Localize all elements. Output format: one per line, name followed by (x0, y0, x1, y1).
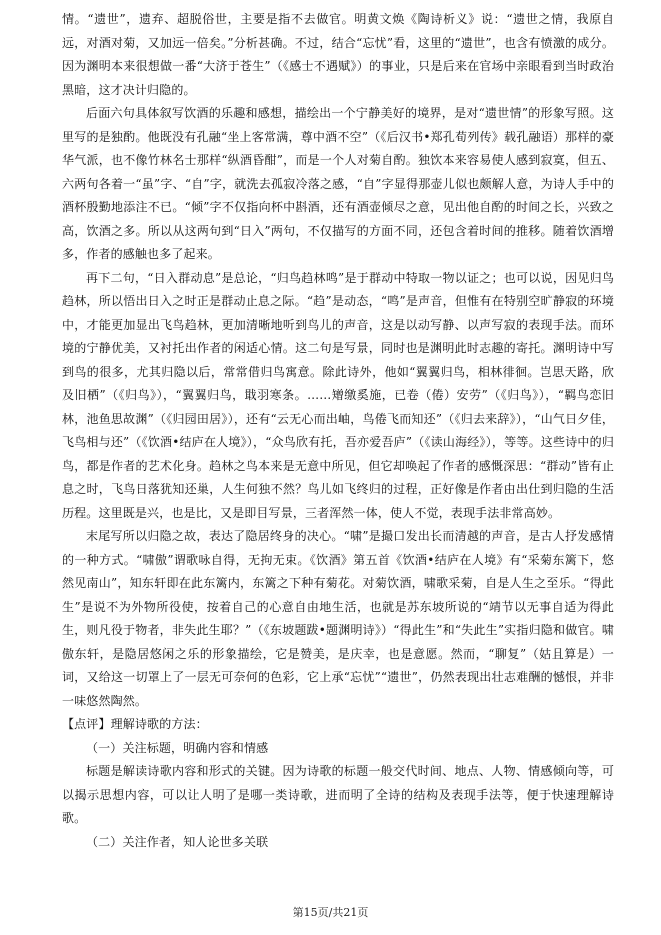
method-heading-1: （一）关注标题，明确内容和情感 (86, 740, 269, 755)
paragraph-1: 情。“遗世”，遗弃、超脱俗世，主要是指不去做官。明黄文焕《陶诗析义》说：“遗世之情，我原自远，对酒对菊，又加远一倍矣。”分析甚确。不过，结合“忘忧”看，这里的“遗世”，也含有愤激的成分。因为渊明本来很想做一番“大济于苍生”（《感士不遇赋》）的事业，只是后来在官场中亲眼看到当时政治黑暗，这才决计归隐的。 (62, 12, 614, 97)
paragraph-4: 末尾写所以归隐之故，表达了隐居终身的决心。“啸”是撮口发出长而清越的声音，是古人抒发感情的一种方式。“啸傲”谓歌咏自得，无拘无束。《饮酒》第五首《饮酒•结庐在人境》有“采菊东篱下，悠然见南山”，知东轩即在此东篱内，东篱之下种有菊花。对菊饮酒，啸歌采菊，自是人生之至乐。“得此生”是说不为外物所役使，按着自己的心意自由地生活，也就是苏东坡所说的“靖节以无事自适为得此生，则凡役于物者，非失此生耶？”（《东坡题跋•题渊明诗》）“得此生”和“失此生”实指归隐和做官。啸傲东轩，是隐居悠闲之乐的形象描绘，它是赞美，是庆幸，也是意愿。然而，“聊复”（姑且算是）一词，又给这一切罩上了一层无可奈何的色彩，它上承“忘忧”“遗世”，仍然表现出壮志难酬的憾恨，并非一味悠然陶然。 (62, 529, 614, 708)
page-number: 第15页/共21页 (292, 906, 369, 919)
document-body (62, 8, 614, 854)
method-paragraph-1: 标题是解读诗歌内容和形式的关键。因为诗歌的标题一般交代时间、地点、人物、情感倾向等，可以揭示思想内容，可以让人明了是哪一类诗歌，进而明了全诗的结构及表现手法等，便于快速理解诗歌。 (62, 764, 614, 825)
paragraph-2: 后面六句具体叙写饮酒的乐趣和感想，描绘出一个宁静美好的境界，是对“遗世情”的形象写照。这里写的是独酌。他既没有孔融“坐上客常满，尊中酒不空”（《后汉书•郑孔荀列传》载孔融语）那样的豪华气派，也不像竹林名士那样“纵酒昏酣”，而是一个人对菊自酌。独饮本来容易使人感到寂寞，但五、六两句各着一“虽”字、“自”字，就洗去孤寂冷落之感，“自”字显得那壶儿似也颇解人意，为诗人手中的酒杯殷勤地添注不已。“倾”字不仅指向杯中斟酒，还有酒壶倾尽之意，见出他自酌的时间之长，兴致之高，饮酒之多。所以从这两句到“日入”两句，不仅描写的方面不同，还包含着时间的推移。随着饮酒增多，作者的感触也多了起来。 (62, 106, 614, 261)
comment-heading: 【点评】理解诗歌的方法： (62, 717, 208, 731)
paragraph-3: 再下二句，“日入群动息”是总论，“归鸟趋林鸣”是于群动中特取一物以证之；也可以说，因见归鸟趋林，所以悟出日入之时正是群动止息之际。“趋”是动态，“鸣”是声音，但惟有在特别空旷静寂的环境中，才能更加显出飞鸟趋林，更加清晰地听到鸟儿的声音，这是以动写静、以声写寂的表现手法。而环境的宁静优美，又衬托出作者的闲适心情。这二句是写景，同时也是渊明此时志趣的寄托。渊明诗中写到鸟的很多，尤其归隐以后，常常借归鸟寓意。除此诗外，他如“翼翼归鸟，相林徘徊。岂思天路，欣及旧栖”（《归鸟》），“翼翼归鸟，戢羽寒条。……矰缴奚施，已卷（倦）安劳”（《归鸟》），“羁鸟恋旧林，池鱼思故渊”（《归园田居》），还有“云无心而出岫，鸟倦飞而知还”（《归去来辞》），“山气日夕佳，飞鸟相与还”（《饮酒•结庐在人境》），“众鸟欣有托，吾亦爱吾庐”（《读山海经》），等等。这些诗中的归鸟，都是作者的艺术化身。趋林之鸟本来是无意中所见，但它却唤起了作者的感慨深思：“群动”皆有止息之时，飞鸟日落犹知还巢，人生何独不然？鸟儿如飞终归的过程，正好像是作者由出仕到归隐的生活历程。这里既是兴，也是比，又是即目写景，三者浑然一体，使人不觉，表现手法非常高妙。 (62, 270, 614, 520)
method-heading-2: （二）关注作者，知人论世多关联 (86, 834, 269, 849)
